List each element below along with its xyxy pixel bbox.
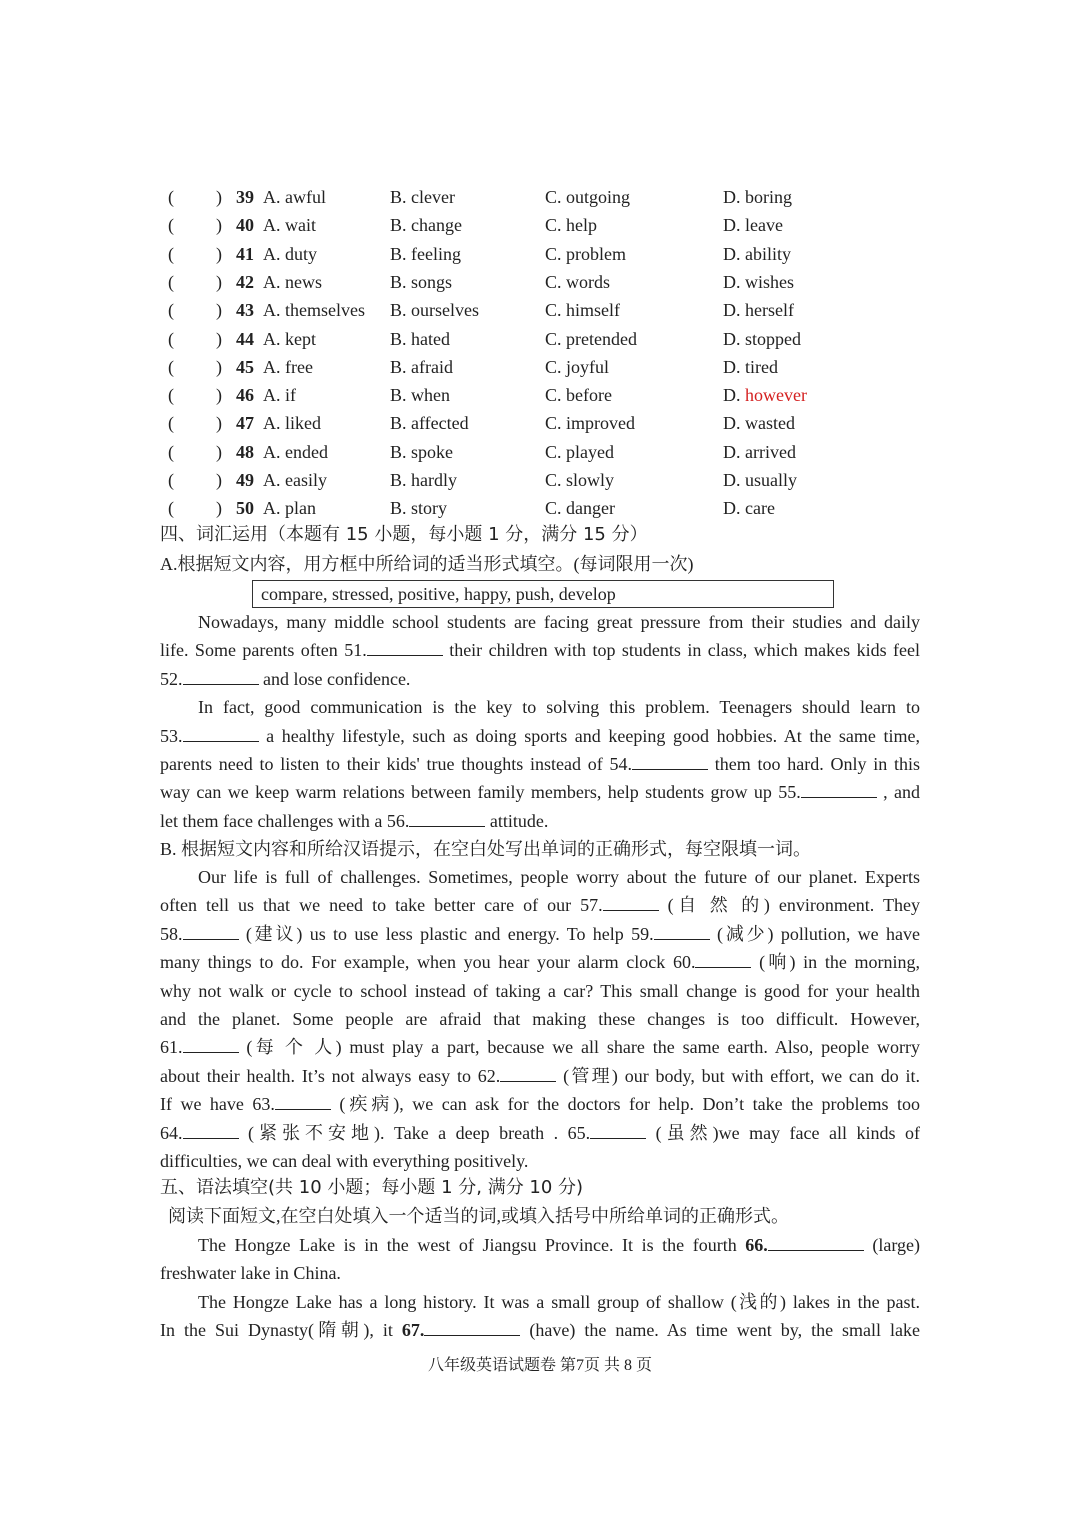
option-c: C. joyful xyxy=(545,356,610,377)
section4-partB-instruction: B. 根据短文内容和所给汉语提示，在空白处写出单词的正确形式，每空限填一词。 xyxy=(160,839,812,859)
passage-line xyxy=(160,1119,920,1147)
question-number: 50 xyxy=(236,498,254,519)
question-number: 42 xyxy=(236,271,254,292)
answer-paren-open: ( xyxy=(168,271,174,292)
passage-text: (虽然)we may face all kinds of xyxy=(655,1122,921,1143)
passage-text: parents need to listen to their kids' true thoughts instead of 54. xyxy=(160,753,632,774)
answer-blank[interactable] xyxy=(768,1232,864,1251)
answer-blank[interactable] xyxy=(183,921,239,940)
section5-instruction: 阅读下面短文,在空白处填入一个适当的词,或填入括号中所给单词的正确形式。 xyxy=(168,1206,789,1226)
question-row xyxy=(160,240,940,268)
answer-blank[interactable] xyxy=(590,1120,646,1139)
passage-text: difficulties, we can deal with everything positively. xyxy=(160,1150,529,1171)
passage-text: often tell us that we need to take better care of our 57. xyxy=(160,895,603,916)
question-number: 49 xyxy=(236,470,254,490)
passage-text: 64. xyxy=(160,1122,183,1143)
passage-line xyxy=(160,1316,920,1344)
blank-number: 66. xyxy=(745,1235,768,1255)
passage-line xyxy=(160,1033,920,1061)
passage-line xyxy=(160,807,920,835)
section4-partA-passage xyxy=(160,608,920,835)
option-a: A. news xyxy=(263,271,322,292)
passage-line xyxy=(160,1259,920,1287)
passage-text: (have) the name. As time went by, the small lake xyxy=(529,1320,921,1341)
passage-text: and lose confidence. xyxy=(263,668,411,689)
option-d: D. leave xyxy=(723,215,783,236)
passage-line xyxy=(160,665,920,693)
option-a: A. free xyxy=(263,356,313,377)
passage-line xyxy=(160,750,920,778)
question-row xyxy=(160,183,940,211)
answer-paren-open: ( xyxy=(168,187,174,207)
option-a: A. ended xyxy=(263,441,328,462)
option-b: B. hated xyxy=(390,328,450,349)
answer-paren-close: ) xyxy=(216,385,222,406)
option-d xyxy=(723,381,807,409)
option-c: C. problem xyxy=(545,243,626,264)
question-number: 44 xyxy=(236,328,254,349)
option-b: B. story xyxy=(390,498,448,519)
question-row xyxy=(160,494,940,522)
question-number: 39 xyxy=(236,187,254,207)
passage-text: them too hard. Only in this xyxy=(714,753,921,774)
option-b: B. afraid xyxy=(390,356,453,377)
option-b: B. ourselves xyxy=(390,300,479,321)
passage-text: 61. xyxy=(160,1037,183,1058)
option-b: B. spoke xyxy=(390,441,453,462)
option-a: A. kept xyxy=(263,328,316,349)
answer-paren-close: ) xyxy=(216,470,222,490)
question-number: 40 xyxy=(236,215,254,236)
passage-line xyxy=(160,778,920,806)
answer-blank[interactable] xyxy=(183,1120,239,1139)
option-a: A. if xyxy=(263,385,296,406)
passage-text: (large) xyxy=(872,1235,921,1255)
question-row xyxy=(160,438,940,466)
passage-text: The Hongze Lake is in the west of Jiangsu Province. It is the fourth xyxy=(198,1235,746,1255)
option-d: D. wishes xyxy=(723,271,794,292)
word-box: compare, stressed, positive, happy, push, develop xyxy=(252,580,834,608)
question-number: 43 xyxy=(236,300,254,321)
answer-paren-close: ) xyxy=(216,271,222,292)
answer-paren-open: ( xyxy=(168,441,174,462)
question-number: 48 xyxy=(236,441,254,462)
answer-paren-close: ) xyxy=(216,300,222,321)
passage-text: Nowadays, many middle school students are facing great pressure from their studies and daily xyxy=(198,612,920,632)
passage-text: attitude. xyxy=(489,810,549,831)
answer-paren-close: ) xyxy=(216,441,222,462)
question-number: 46 xyxy=(236,385,254,406)
question-number: 45 xyxy=(236,356,254,377)
answer-paren-open: ( xyxy=(168,413,174,434)
passage-text: In the Sui Dynasty(隋朝), it xyxy=(160,1320,402,1341)
section4-partB-passage xyxy=(160,863,920,1175)
option-c: C. played xyxy=(545,441,614,462)
section5-passage xyxy=(160,1231,920,1345)
passage-text: and the planet. Some people are afraid that making these changes is too difficult. However, xyxy=(160,1008,920,1029)
option-d-prefix: D. xyxy=(723,385,745,406)
question-row xyxy=(160,211,940,239)
passage-line xyxy=(160,1288,920,1316)
option-b: B. clever xyxy=(390,187,455,207)
option-b: B. change xyxy=(390,215,462,236)
option-a: A. liked xyxy=(263,413,321,434)
question-row xyxy=(160,409,940,437)
passage-text: let them face challenges with a 56. xyxy=(160,810,410,831)
passage-text: Our life is full of challenges. Sometimes, people worry about the future of our planet. Experts xyxy=(198,867,920,887)
answer-blank[interactable] xyxy=(183,1034,239,1053)
answer-blank[interactable] xyxy=(801,779,877,798)
answer-blank[interactable] xyxy=(409,808,485,827)
option-c: C. danger xyxy=(545,498,615,519)
option-a: A. themselves xyxy=(263,300,365,321)
answer-paren-open: ( xyxy=(168,498,174,519)
passage-line xyxy=(160,948,920,976)
question-number: 47 xyxy=(236,413,254,434)
passage-line xyxy=(160,636,920,664)
answer-paren-close: ) xyxy=(216,243,222,264)
option-c: C. outgoing xyxy=(545,187,631,207)
passage-text: (建议) us to use less plastic and energy. To help 59. xyxy=(245,923,654,944)
section4-partA-instruction: A.根据短文内容，用方框中所给词的适当形式填空。(每词限用一次) xyxy=(160,554,694,574)
option-d: D. boring xyxy=(723,187,792,207)
option-c: C. words xyxy=(545,271,611,292)
passage-line xyxy=(160,1062,920,1090)
answer-blank[interactable] xyxy=(275,1091,331,1110)
question-row xyxy=(160,325,940,353)
passage-text: If we have 63. xyxy=(160,1094,275,1115)
answer-paren-open: ( xyxy=(168,356,174,377)
passage-text: The Hongze Lake has a long history. It was a small group of shallow (浅的) lakes in the past. xyxy=(198,1291,920,1312)
answer-paren-close: ) xyxy=(216,187,222,207)
option-c: C. pretended xyxy=(545,328,637,349)
option-b: B. feeling xyxy=(390,243,461,264)
option-c: C. slowly xyxy=(545,470,615,490)
answer-paren-open: ( xyxy=(168,215,174,236)
passage-text: 53. xyxy=(160,725,183,746)
question-number: 41 xyxy=(236,243,254,264)
option-d: D. tired xyxy=(723,356,778,377)
passage-text: life. Some parents often 51. xyxy=(160,640,367,661)
passage-line xyxy=(160,722,920,750)
answer-paren-close: ) xyxy=(216,215,222,236)
passage-text: (管理) our body, but with effort, we can do it. xyxy=(563,1065,920,1086)
answer-paren-close: ) xyxy=(216,413,222,434)
answer-blank[interactable] xyxy=(603,892,659,911)
answer-paren-close: ) xyxy=(216,356,222,377)
option-d: D. care xyxy=(723,498,775,519)
option-b: B. songs xyxy=(390,271,453,292)
passage-text: about their health. It’s not always easy to 62. xyxy=(160,1065,501,1086)
option-a: A. awful xyxy=(263,187,326,207)
blank-number: 67. xyxy=(401,1320,425,1341)
passage-line xyxy=(160,977,920,1005)
answer-paren-close: ) xyxy=(216,328,222,349)
answer-paren-open: ( xyxy=(168,328,174,349)
option-d: D. arrived xyxy=(723,441,796,462)
passage-text: 52. xyxy=(160,668,183,689)
option-b: B. when xyxy=(390,385,450,406)
option-c: C. himself xyxy=(545,300,620,321)
question-row xyxy=(160,466,940,494)
passage-text: many things to do. For example, when you hear your alarm clock 60. xyxy=(160,952,696,973)
section4-heading: 四、词汇运用（本题有 15 小题，每小题 1 分，满分 15 分） xyxy=(160,524,648,545)
answer-blank[interactable] xyxy=(183,723,259,742)
option-c: C. improved xyxy=(545,413,635,434)
passage-text: , and xyxy=(883,782,920,803)
passage-line xyxy=(160,891,920,919)
passage-line xyxy=(160,1090,920,1118)
passage-text: a healthy lifestyle, such as doing sports and keeping good hobbies. At the same time, xyxy=(266,725,920,746)
passage-text: 58. xyxy=(160,923,183,944)
passage-line xyxy=(160,693,920,721)
passage-text: their children with top students in class, which makes kids feel xyxy=(449,640,921,661)
question-row xyxy=(160,353,940,381)
passage-line xyxy=(160,1005,920,1033)
option-a: A. wait xyxy=(263,215,316,236)
option-d-highlighted: however xyxy=(745,385,807,406)
option-c: C. before xyxy=(545,385,612,406)
passage-line xyxy=(160,1147,920,1175)
option-b: B. affected xyxy=(390,413,469,434)
passage-line xyxy=(160,1231,920,1259)
option-a: A. easily xyxy=(263,470,327,490)
option-b: B. hardly xyxy=(390,470,457,490)
passage-text: In fact, good communication is the key to solving this problem. Teenagers should learn to xyxy=(198,697,920,718)
answer-blank[interactable] xyxy=(654,921,710,940)
option-d: D. ability xyxy=(723,243,791,264)
option-a: A. duty xyxy=(263,243,317,264)
answer-paren-open: ( xyxy=(168,243,174,264)
option-d: D. herself xyxy=(723,300,794,321)
answer-blank[interactable] xyxy=(183,666,259,685)
question-row xyxy=(160,381,940,409)
page-footer: 八年级英语试题卷 第7页 共 8 页 xyxy=(427,1357,652,1374)
passage-text: (每 个 人) must play a part, because we all share the same earth. Also, people worry xyxy=(246,1037,921,1058)
answer-blank[interactable] xyxy=(632,751,708,770)
answer-paren-open: ( xyxy=(168,385,174,406)
option-c: C. help xyxy=(545,215,597,236)
answer-blank[interactable] xyxy=(695,949,751,968)
answer-blank[interactable] xyxy=(500,1063,556,1082)
passage-text: way can we keep warm relations between family members, help students grow up 55. xyxy=(160,782,801,803)
passage-text: (响) in the morning, xyxy=(759,952,920,973)
answer-blank[interactable] xyxy=(424,1317,520,1336)
passage-line xyxy=(160,608,920,636)
answer-paren-open: ( xyxy=(168,300,174,321)
passage-text: (减少) pollution, we have xyxy=(716,923,920,944)
option-d: D. stopped xyxy=(723,328,801,349)
option-d: D. usually xyxy=(723,470,797,490)
passage-line xyxy=(160,863,920,891)
answer-blank[interactable] xyxy=(367,637,443,656)
passage-text: freshwater lake in China. xyxy=(160,1263,341,1284)
passage-text: (疾病), we can ask for the doctors for help. Don’t take the problems too xyxy=(339,1094,921,1115)
passage-text: (自 然 的) environment. They xyxy=(667,895,920,916)
option-d: D. wasted xyxy=(723,413,795,434)
answer-paren-open: ( xyxy=(168,470,174,490)
passage-text: why not walk or cycle to school instead of taking a car? This small change is good for your health xyxy=(160,980,920,1001)
option-a: A. plan xyxy=(263,498,316,519)
answer-paren-close: ) xyxy=(216,498,222,519)
question-row xyxy=(160,296,940,324)
question-row xyxy=(160,268,940,296)
section5-heading: 五、语法填空(共 10 小题；每小题 1 分, 满分 10 分) xyxy=(160,1177,584,1198)
passage-line xyxy=(160,920,920,948)
passage-text: (紧张不安地). Take a deep breath . 65. xyxy=(248,1122,591,1143)
